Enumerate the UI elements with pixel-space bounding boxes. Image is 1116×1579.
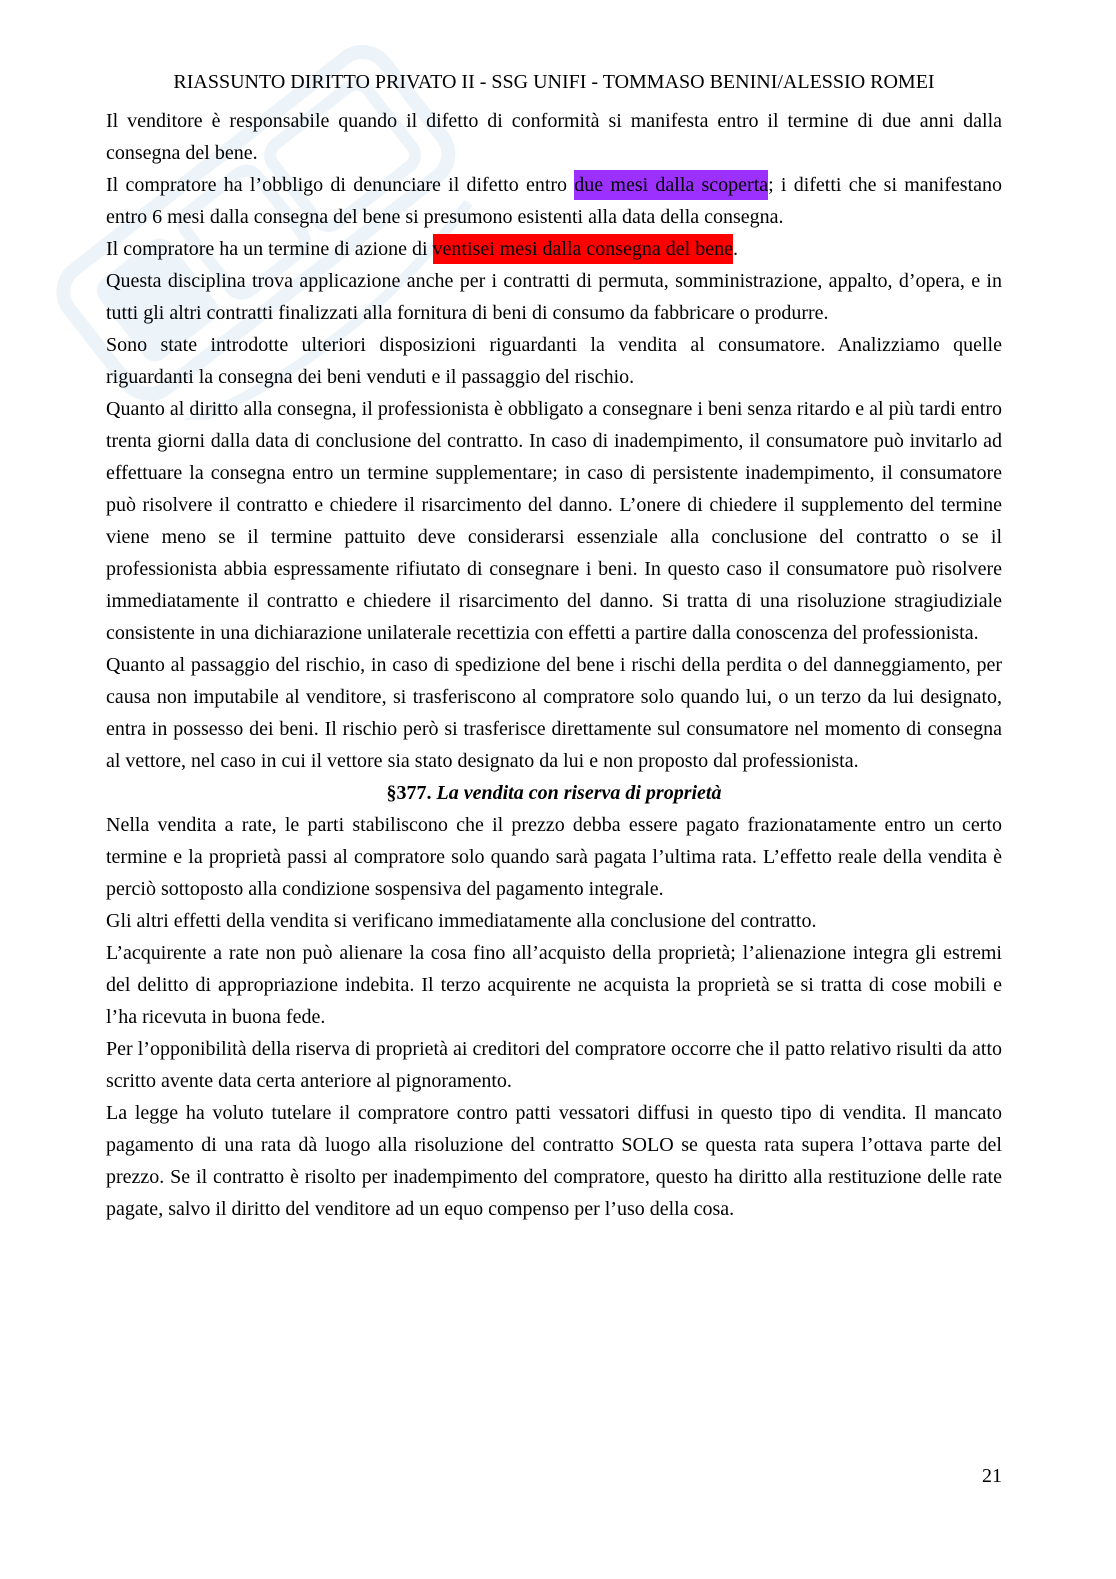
paragraph-10: L’acquirente a rate non può alienare la cosa fino all’acquisto della proprietà; l’alienazione integra gli estremi del delitto di appropriazione indebita. Il terzo acquirente ne acquista la proprietà se si tratta di cose mobili e l’ha ricevuta in buona fede. (106, 942, 1002, 1028)
highlight-purple: due mesi dalla scoperta (574, 170, 768, 200)
highlight-red: ventisei mesi dalla consegna del bene (433, 234, 733, 264)
section-title: La vendita con riserva di proprietà (436, 782, 722, 804)
paragraph-4: Questa disciplina trova applicazione anche per i contratti di permuta, somministrazione, appalto, d’opera, e in tutti gli altri contratti finalizzati alla fornitura di beni di consumo da fabbricare o produrre. (106, 270, 1002, 324)
paragraph-9: Gli altri effetti della vendita si verificano immediatamente alla conclusione del contratto. (106, 910, 817, 932)
paragraph-6: Quanto al diritto alla consegna, il professionista è obbligato a consegnare i beni senza ritardo e al più tardi entro trenta giorni dalla data di conclusione del contratto. In caso di inadempimento, il consumatore può invitarlo ad effettuare la consegna entro un termine supplementare; in caso di persistente inadempimento, il consumatore può risolvere il contratto e chiedere il risarcimento del danno. L’onere di chiedere il supplemento del termine viene meno se il termine pattuito deve considerarsi essenziale alla conclusione del contratto o se il professionista abbia espressamente rifiutato di consegnare i beni. In questo caso il consumatore può risolvere immediatamente il contratto e chiedere il risarcimento del danno. Si tratta di una risoluzione stragiudiziale consistente in una dichiarazione unilaterale recettizia con effetti a partire dalla conoscenza del professionista. (106, 398, 1002, 644)
paragraph-2 (106, 169, 1002, 233)
paragraph-1: Il venditore è responsabile quando il difetto di conformità si manifesta entro il termine di due anni dalla consegna del bene. (106, 110, 1002, 164)
section-heading (106, 777, 1002, 809)
paragraph-3-text-after: . (733, 238, 738, 260)
document-body (106, 105, 1002, 1225)
paragraph-8: Nella vendita a rate, le parti stabiliscono che il prezzo debba essere pagato frazionatamente entro un certo termine e la proprietà passi al compratore solo quando sarà pagata l’ultima rata. L’effetto reale della vendita è perciò sottoposto alla condizione sospensiva del pagamento integrale. (106, 814, 1002, 900)
page-header: RIASSUNTO DIRITTO PRIVATO II - SSG UNIFI - TOMMASO BENINI/ALESSIO ROMEI (173, 71, 935, 93)
paragraph-2-text-before: Il compratore ha l’obbligo di denunciare il difetto entro (106, 174, 575, 196)
paragraph-5: Sono state introdotte ulteriori disposizioni riguardanti la vendita al consumatore. Analizziamo quelle riguardanti la consegna dei beni venduti e il passaggio del rischio. (106, 334, 1002, 388)
paragraph-3-text-before: Il compratore ha un termine di azione di (106, 238, 433, 260)
page-number: 21 (982, 1465, 1002, 1487)
paragraph-11: Per l’opponibilità della riserva di proprietà ai creditori del compratore occorre che il patto relativo risulti da atto scritto avente data certa anteriore al pignoramento. (106, 1038, 1002, 1092)
paragraph-7: Quanto al passaggio del rischio, in caso di spedizione del bene i rischi della perdita o del danneggiamento, per causa non imputabile al venditore, si trasferiscono al compratore solo quando lui, o un terzo da lui designato, entra in possesso dei beni. Il rischio però si trasferisce direttamente sul consumatore nel momento di consegna al vettore, nel caso in cui il vettore sia stato designato da lui e non proposto dal professionista. (106, 654, 1002, 772)
paragraph-2-text-after: ; i difetti che si manifestano entro 6 mesi dalla consegna del bene si presumono esistenti alla data della consegna. (106, 174, 1002, 228)
paragraph-12: La legge ha voluto tutelare il compratore contro patti vessatori diffusi in questo tipo di vendita. Il mancato pagamento di una rata dà luogo alla risoluzione del contratto SOLO se questa rata supera l’ottava parte del prezzo. Se il contratto è risolto per inadempimento del compratore, questo ha diritto alla restituzione delle rate pagate, salvo il diritto del venditore ad un equo compenso per l’uso della cosa. (106, 1102, 1002, 1220)
section-number: §377. (386, 782, 432, 804)
paragraph-3 (106, 233, 1002, 265)
